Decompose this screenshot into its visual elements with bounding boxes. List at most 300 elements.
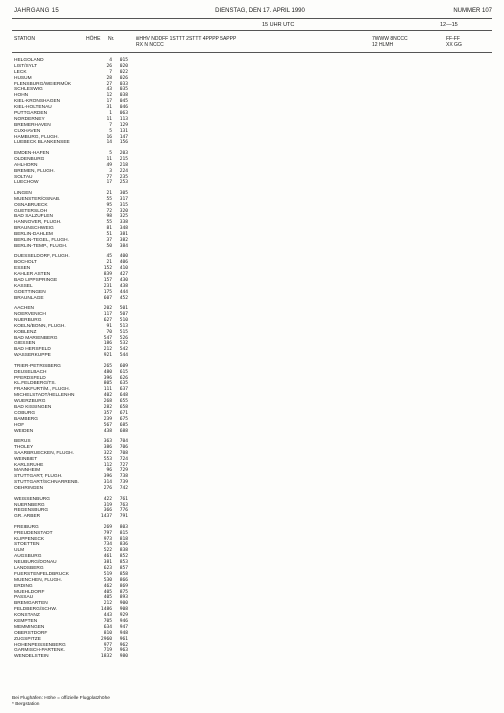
station-number: 382 (119, 238, 128, 244)
station-height: 55 (106, 220, 112, 226)
station-name: REGENSBURG (14, 508, 49, 514)
table-row (12, 244, 492, 250)
station-number: 836 (119, 542, 128, 548)
station-group (12, 525, 492, 660)
station-name: BAD MARIENBERG (14, 335, 58, 341)
station-height: 3 (109, 168, 112, 174)
station-name: BAD HERSFELD (14, 347, 51, 353)
station-height: 519 (103, 571, 112, 577)
station-number: 510 (119, 317, 128, 323)
station-number: 113 (119, 116, 128, 122)
station-height: 49 (106, 162, 112, 168)
station-height: 28 (106, 75, 112, 81)
station-number: 852 (119, 554, 128, 560)
table-row (12, 429, 492, 435)
station-name: HOHN (14, 93, 29, 99)
station-number: 815 (119, 530, 128, 536)
station-height: 363 (103, 439, 112, 444)
station-group (12, 151, 492, 186)
station-height: 422 (103, 496, 112, 502)
station-height: 111 (103, 387, 112, 393)
station-height: 734 (103, 542, 112, 548)
station-height: 268 (103, 399, 112, 405)
station-number: 615 (119, 369, 128, 375)
station-height: 381 (103, 560, 112, 566)
station-height: 322 (103, 450, 112, 456)
col-codes-wind-bottom: XX GG (446, 42, 462, 48)
station-name: FREUDENSTADT (14, 530, 53, 536)
station-height: 977 (103, 642, 112, 648)
station-height: 55 (106, 196, 112, 202)
station-height: 51 (106, 232, 112, 238)
station-name: STUTTGART/SCHNARRENB. (14, 480, 79, 486)
station-group (12, 439, 492, 492)
station-name: MEMMINGEN (14, 624, 45, 630)
station-height: 567 (103, 422, 112, 428)
station-number: 635 (119, 381, 128, 387)
station-name: MUENSTER/OSNAB. (14, 196, 61, 202)
station-number: 406 (119, 260, 128, 266)
station-name: LINGEN (14, 190, 32, 196)
station-name: GR. ARBER (14, 514, 41, 520)
station-height: 553 (103, 456, 112, 462)
station-name: NEUBURG/DONAU (14, 560, 57, 566)
station-name: OEHRINGEN (14, 486, 44, 492)
station-number: 706 (119, 444, 128, 450)
station-height: 91 (106, 323, 112, 329)
station-number: 444 (119, 289, 128, 295)
station-number: 338 (119, 220, 128, 226)
issue-number: NUMMER 107 (453, 8, 492, 14)
station-name: AHLHORN (14, 162, 38, 168)
station-height: 16 (106, 134, 112, 140)
table-row (12, 140, 492, 146)
station-name: WUERZBURG (14, 399, 46, 405)
station-number: 235 (119, 174, 128, 180)
station-name: EMDEN-HAFEN (14, 150, 50, 156)
station-name: BREMGARTEN (14, 601, 48, 607)
col-codes-wind (446, 36, 462, 48)
station-name: BRAUNLAGE (14, 295, 44, 301)
station-height: 21 (106, 190, 112, 196)
station-height: 152 (103, 266, 112, 272)
station-number: 875 (119, 589, 128, 595)
station-height: 810 (103, 630, 112, 636)
station-number: 400 (119, 254, 128, 260)
station-height: 269 (103, 524, 112, 530)
station-name: FELDBERG/SCHW. (14, 607, 57, 613)
station-height: 96 (106, 468, 112, 474)
station-number: 658 (119, 404, 128, 410)
station-group (12, 306, 492, 359)
station-height: 95 (106, 202, 112, 208)
station-number: 131 (119, 128, 128, 134)
col-codes-wind-top: FF-FF (446, 36, 460, 42)
station-height: 11 (106, 156, 112, 162)
date-line: DIENSTAG, DEN 17. APRIL 1990 (215, 8, 305, 14)
station-number: 961 (119, 636, 128, 642)
station-name: GOETTINGEN (14, 289, 46, 295)
station-number: 609 (119, 363, 128, 369)
station-number: 305 (119, 190, 128, 196)
station-number: 046 (119, 105, 128, 111)
station-number: 156 (119, 140, 128, 146)
station-name: KEMPTEN (14, 619, 38, 625)
station-name: PUTTGARDEN (14, 111, 48, 117)
station-name: NUERNBERG (14, 502, 45, 508)
station-name: BREMEN, FLUGH. (14, 168, 55, 174)
station-name: ULM (14, 548, 25, 554)
station-number: 224 (119, 168, 128, 174)
station-name: CUXHAVEN (14, 128, 41, 134)
station-number: 438 (119, 283, 128, 289)
station-name: LUECHOW (14, 180, 39, 186)
station-number: 544 (119, 353, 128, 359)
station-height: 314 (103, 480, 112, 486)
station-name: PFERDSFELD (14, 375, 46, 381)
station-number: 317 (119, 196, 128, 202)
station-number: 763 (119, 502, 128, 508)
station-number: 908 (119, 607, 128, 613)
station-number: 315 (119, 202, 128, 208)
station-number: 637 (119, 387, 128, 393)
station-number: 513 (119, 323, 128, 329)
station-name: BAD LIPPSPRINGE (14, 277, 58, 283)
station-height: 396 (103, 375, 112, 381)
station-number: 980 (119, 654, 128, 660)
station-height: 7 (109, 122, 112, 128)
station-name: ESSEN (14, 266, 31, 272)
station-number: 724 (119, 456, 128, 462)
station-height: 37 (106, 238, 112, 244)
table-row (12, 514, 492, 520)
table-row (12, 654, 492, 660)
station-number: 384 (119, 243, 128, 249)
station-height: 157 (103, 277, 112, 283)
station-name: KARLSRUHE (14, 462, 44, 468)
station-height: 27 (106, 81, 112, 87)
station-number: 738 (119, 474, 128, 480)
station-height: 1437 (100, 514, 112, 520)
station-number: 348 (119, 226, 128, 232)
station-number: 857 (119, 566, 128, 571)
station-height: 21 (106, 260, 112, 266)
station-number: 253 (119, 180, 128, 186)
station-height: 396 (103, 474, 112, 480)
station-number: 671 (119, 410, 128, 416)
station-name: LANDSBERG (14, 566, 44, 571)
station-height: 26 (106, 63, 112, 69)
station-name: HAMBURG, FLUGH. (14, 134, 59, 140)
station-name: AACHEN (14, 306, 34, 312)
station-number: 626 (119, 375, 128, 381)
station-number: 015 (119, 58, 128, 63)
station-number: 947 (119, 624, 128, 630)
station-number: 022 (119, 69, 128, 75)
station-height: 522 (103, 548, 112, 554)
station-height: 634 (103, 624, 112, 630)
station-number: 688 (119, 428, 128, 434)
station-name: HOHENPEISSENBERG (14, 642, 66, 648)
col-nr: Nr. (108, 36, 115, 42)
station-number: 033 (119, 81, 128, 87)
station-height: 212 (103, 601, 112, 607)
station-height: 202 (103, 306, 112, 312)
station-height: 1486 (100, 607, 112, 613)
footnote-airport-height: Bei Flughäfen: Höhe = offizielle Flugplatzhöhe (12, 696, 110, 701)
header-rule (12, 30, 492, 31)
station-group (12, 58, 492, 146)
footnotes (12, 696, 110, 708)
station-number: 704 (119, 439, 128, 444)
station-number: 648 (119, 393, 128, 399)
station-name: LUEBECK BLANKENSEE (14, 140, 70, 146)
station-height: 530 (103, 577, 112, 583)
table-row (12, 353, 492, 359)
station-height: 480 (103, 369, 112, 375)
station-number: 507 (119, 312, 128, 317)
station-number: 946 (119, 619, 128, 625)
station-name: PASSAU (14, 595, 34, 601)
station-number: 215 (119, 156, 128, 162)
station-name: BAMBERG (14, 416, 38, 422)
station-number: 427 (119, 272, 128, 278)
station-name: BAD KISSINGEN (14, 404, 52, 410)
station-height: 705 (103, 619, 112, 625)
station-name: NOERVENICH (14, 312, 46, 317)
station-name: TRIER-PETRISBERG (14, 363, 61, 369)
station-height: 4 (109, 58, 112, 63)
station-number: 129 (119, 122, 128, 128)
station-height: 357 (103, 410, 112, 416)
station-name: BERLIN-TEMP., FLUGH. (14, 243, 68, 249)
col-codes-main (136, 36, 356, 48)
station-height: 973 (103, 536, 112, 542)
station-height: 797 (103, 530, 112, 536)
station-number: 893 (119, 595, 128, 601)
station-number: 452 (119, 295, 128, 301)
station-group (12, 497, 492, 521)
station-number: 020 (119, 63, 128, 69)
station-number: 685 (119, 422, 128, 428)
station-name: BREMERHAVEN (14, 122, 51, 128)
col-codes-weather-bottom: 12 HLMH (372, 42, 394, 48)
station-table (12, 58, 492, 665)
col-codes-main-top: iiiHHV NDDFF 1STTT 2STTT 4PPPP 5APPP (136, 36, 237, 42)
station-height: 438 (103, 428, 112, 434)
station-height: 175 (103, 289, 112, 295)
station-height: 405 (103, 589, 112, 595)
station-number: 948 (119, 630, 128, 636)
station-height: 461 (103, 554, 112, 560)
station-name: GUETERSLOH (14, 208, 48, 214)
station-height: 77 (106, 174, 112, 180)
station-number: 515 (119, 329, 128, 335)
station-height: 5 (109, 150, 112, 156)
station-name: WEISSENBURG (14, 496, 50, 502)
station-name: STOETTEN (14, 542, 40, 548)
station-name: DUESSELDORF, FLUGH. (14, 254, 70, 260)
station-height: 72 (106, 208, 112, 214)
column-header-rule (12, 52, 492, 53)
station-number: 218 (119, 162, 128, 168)
station-number: 532 (119, 341, 128, 347)
station-name: KONSTANZ (14, 613, 40, 619)
station-number: 526 (119, 335, 128, 341)
station-name: BRAUNSCHWEIG (14, 226, 54, 232)
table-row (12, 296, 492, 302)
station-number: 791 (119, 514, 128, 520)
station-name: AUGSBURG (14, 554, 42, 560)
station-height: 719 (103, 648, 112, 654)
station-height: 805 (103, 381, 112, 387)
station-number: 063 (119, 111, 128, 117)
station-number: 929 (119, 613, 128, 619)
station-name: THOLEY (14, 444, 34, 450)
station-number: 430 (119, 277, 128, 283)
station-name: MANNHEIM (14, 468, 41, 474)
station-number: 963 (119, 648, 128, 654)
station-name: HANNOVER, FLUGH. (14, 220, 62, 226)
station-name: NORDERNEY (14, 116, 45, 122)
station-number: 320 (119, 208, 128, 214)
station-name: DEUSELBACH (14, 369, 47, 375)
station-height: 1 (109, 111, 112, 117)
station-number: 858 (119, 571, 128, 577)
station-number: 739 (119, 480, 128, 486)
station-name: BOCHOLT (14, 260, 37, 266)
station-height: 1832 (100, 654, 112, 660)
station-number: 655 (119, 399, 128, 405)
station-number: 501 (119, 306, 128, 312)
station-height: 921 (103, 353, 112, 359)
footnote-mountain-station: * Bergstation (12, 702, 40, 707)
station-number: 900 (119, 601, 128, 607)
station-number: 035 (119, 87, 128, 93)
station-name: MICHELSTADT/HELLENHN (14, 393, 75, 399)
station-height: 11 (106, 116, 112, 122)
station-name: WEIDEN (14, 428, 34, 434)
station-name: NUERBURG (14, 317, 42, 323)
station-group (12, 254, 492, 301)
station-height: 2960 (100, 636, 112, 642)
station-number: 776 (119, 508, 128, 514)
station-height: 386 (103, 444, 112, 450)
station-height: 547 (103, 335, 112, 341)
station-number: 962 (119, 642, 128, 648)
station-group (12, 364, 492, 435)
table-row (12, 180, 492, 186)
station-name: FUERSTENFELDBRUCK (14, 571, 69, 577)
station-height: 7 (109, 69, 112, 75)
station-number: 869 (119, 583, 128, 589)
station-name: BERLIN-DAHLEM (14, 232, 53, 238)
station-name: STUTTGART, FLUGH. (14, 474, 63, 480)
station-name: WASSERKUPPE (14, 353, 51, 359)
station-height: 623 (103, 566, 112, 571)
station-number: 147 (119, 134, 128, 140)
station-height: 112 (103, 462, 112, 468)
station-name: BAD SALZUFLEN (14, 214, 53, 220)
station-name: WEINBIET (14, 456, 38, 462)
station-name: MUENCHEN, FLUGH. (14, 577, 62, 583)
station-number: 038 (119, 93, 128, 99)
station-name: HELGOLAND (14, 58, 44, 63)
station-height: 12 (106, 93, 112, 99)
station-name: KOELN/BONN, FLUGH. (14, 323, 66, 329)
station-number: 866 (119, 577, 128, 583)
station-name: GIESSEN (14, 341, 36, 347)
station-name: BERLIN-TEGEL, FLUGH. (14, 238, 69, 244)
station-number: 818 (119, 536, 128, 542)
station-name: HUSUM (14, 75, 32, 81)
station-number: 325 (119, 214, 128, 220)
station-name: ERDING (14, 583, 33, 589)
station-name: GARMISCH-PARTENK. (14, 648, 65, 654)
observation-time: 15 UHR UTC (262, 22, 295, 28)
station-name: KAHLER ASTEN (14, 272, 51, 278)
station-name: KOBLENZ (14, 329, 37, 335)
station-number: 838 (119, 548, 128, 554)
station-number: 203 (119, 150, 128, 156)
station-name: FREIBURG (14, 524, 39, 530)
station-height: 17 (106, 99, 112, 105)
station-height: 265 (103, 363, 112, 369)
station-height: 31 (106, 105, 112, 111)
station-number: 381 (119, 232, 128, 238)
station-height: 627 (103, 317, 112, 323)
station-height: 50 (106, 243, 112, 249)
station-name: SAARBRUECKEN, FLUGH. (14, 450, 74, 456)
station-name: KASSEL (14, 283, 33, 289)
station-number: 410 (119, 266, 128, 272)
station-name: MUEHLDORF (14, 589, 45, 595)
station-height: 5 (109, 128, 112, 134)
station-height: 462 (103, 583, 112, 589)
station-number: 742 (119, 486, 128, 492)
col-codes-weather-top: 7WWW 8NCCC (372, 36, 408, 42)
top-rule (12, 18, 492, 19)
station-height: 212 (103, 347, 112, 353)
station-height: 239 (103, 416, 112, 422)
station-name: SCHLESWIG (14, 87, 43, 93)
station-height: 839 (103, 272, 112, 278)
station-name: LIST/SYLT (14, 63, 38, 69)
station-name: OBERSTDORF (14, 630, 48, 636)
station-height: 14 (106, 140, 112, 146)
col-codes-weather (372, 36, 408, 48)
station-name: KIEL-KRONSHAGEN (14, 99, 61, 105)
station-name: WENDELSTEIN (14, 654, 49, 660)
station-name: SOLTAU (14, 174, 33, 180)
station-height: 405 (103, 595, 112, 601)
period-range: 12—15 (440, 22, 458, 28)
station-height: 282 (103, 404, 112, 410)
col-station: STATION (14, 36, 35, 42)
station-height: 231 (103, 283, 112, 289)
station-height: 98 (106, 214, 112, 220)
station-height: 366 (103, 508, 112, 514)
station-name: LECK (14, 69, 27, 75)
station-name: OLDENBURG (14, 156, 45, 162)
station-number: 803 (119, 524, 128, 530)
station-number: 045 (119, 99, 128, 105)
col-height: HÖHE (86, 36, 101, 42)
station-name: COBURG (14, 410, 36, 416)
station-height: 81 (106, 226, 112, 232)
col-codes-main-bottom: RX N NCCC (136, 42, 164, 48)
station-height: 186 (103, 341, 112, 347)
